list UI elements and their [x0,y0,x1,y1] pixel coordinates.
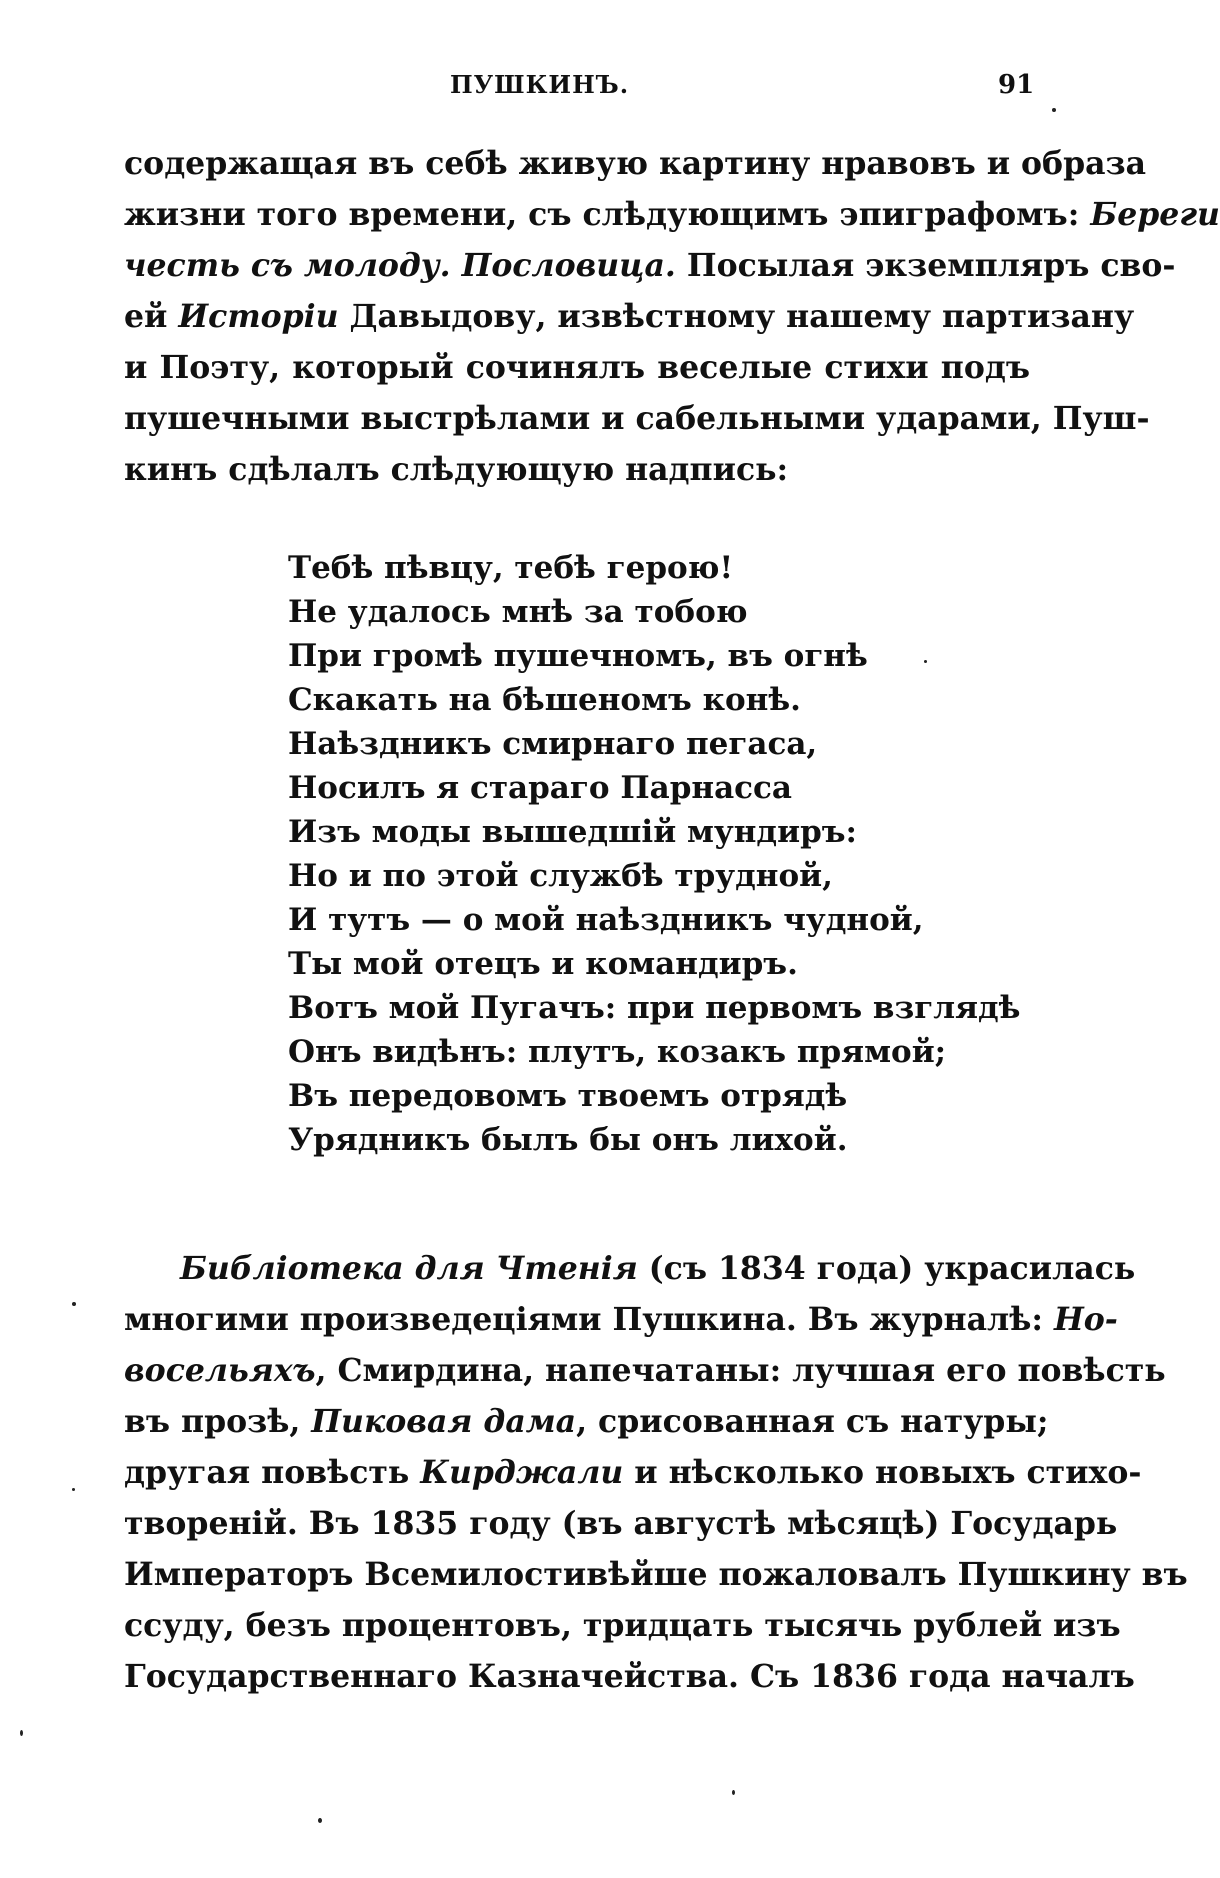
text-line: Государственнаго Казначейства. Съ 1836 года началъ [124,1658,1135,1695]
text-line: Императоръ Всемилостивѣйше пожаловалъ Пушкину въ [124,1556,1188,1593]
text-line: другая повѣсть Кирджали и нѣсколько новыхъ стихо- [124,1454,1142,1491]
italic-text: восельяхъ [124,1352,316,1389]
italic-text: Береги [1090,196,1220,233]
poem-line: Тебѣ пѣвцу, тебѣ герою! [288,550,734,586]
text-line: пушечными выстрѣлами и сабельными ударами, Пуш- [124,400,1150,437]
poem-line: И тутъ — о мой наѣздникъ чудной, [288,902,924,938]
poem [288,546,1021,1162]
italic-text: честь съ молоду. Пословица. [124,247,676,284]
italic-text: Кирджали [420,1454,624,1491]
text-line: Библіотека для Чтенія (съ 1834 года) украсилась [180,1250,1136,1287]
poem-line: Вотъ мой Пугачъ: при первомъ взглядѣ [288,990,1021,1026]
poem-line: Но и по этой службѣ трудной, [288,858,833,894]
poem-line: Ты мой отецъ и командиръ. [288,946,798,982]
poem-line: Въ передовомъ твоемъ отрядѣ [288,1078,848,1114]
text-line: въ прозѣ, Пиковая дама, срисованная съ натуры; [124,1403,1049,1440]
poem-line: Носилъ я стараго Парнасса [288,770,793,806]
italic-text: Исторіи [178,298,339,335]
text-line: содержащая въ себѣ живую картину нравовъ и образа [124,145,1147,182]
text-line: восельяхъ, Смирдина, напечатаны: лучшая его повѣсть [124,1352,1166,1389]
scan-speck [924,660,927,663]
text-line: ей Исторіи Давыдову, извѣстному нашему партизану [124,298,1135,335]
scan-speck [20,1730,23,1736]
paragraph-1 [124,138,1220,495]
poem-line: Скакать на бѣшеномъ конѣ. [288,682,801,718]
scan-speck [72,1302,76,1306]
running-head [0,70,1140,110]
scan-speck [72,1488,75,1491]
poem-line: Не удалось мнѣ за тобою [288,594,748,630]
text-line: кинъ сдѣлалъ слѣдующую надпись: [124,451,789,488]
poem-line: Урядникъ былъ бы онъ лихой. [288,1122,848,1158]
scan-speck [318,1818,322,1823]
italic-text: Но- [1053,1301,1118,1338]
poem-line: При громѣ пушечномъ, въ огнѣ [288,638,868,674]
text-line: честь съ молоду. Пословица. Посылая экземпляръ сво- [124,247,1176,284]
poem-line: Наѣздникъ смирнаго пегаса, [288,726,818,762]
text-line: ссуду, безъ процентовъ, тридцать тысячь рублей изъ [124,1607,1121,1644]
text-line: жизни того времени, съ слѣдующимъ эпиграфомъ: Береги [124,196,1220,233]
italic-text: Библіотека для Чтенія [180,1250,638,1287]
text-line: твореній. Въ 1835 году (въ августѣ мѣсяцѣ) Государь [124,1505,1118,1542]
scan-speck [732,1790,735,1795]
paragraph-2 [124,1243,1188,1702]
text-line: и Поэту, который сочинялъ веселые стихи подъ [124,349,1030,386]
page-number: 91 [998,70,1035,100]
poem-line: Онъ видѣнъ: плутъ, козакъ прямой; [288,1034,947,1070]
running-title: ПУШКИНЪ. [450,70,630,99]
italic-text: Пиковая дама [311,1403,577,1440]
scan-speck [1052,108,1056,112]
text-line: многими произведеціями Пушкина. Въ журналѣ: Но- [124,1301,1118,1338]
poem-line: Изъ моды вышедшій мундиръ: [288,814,857,850]
